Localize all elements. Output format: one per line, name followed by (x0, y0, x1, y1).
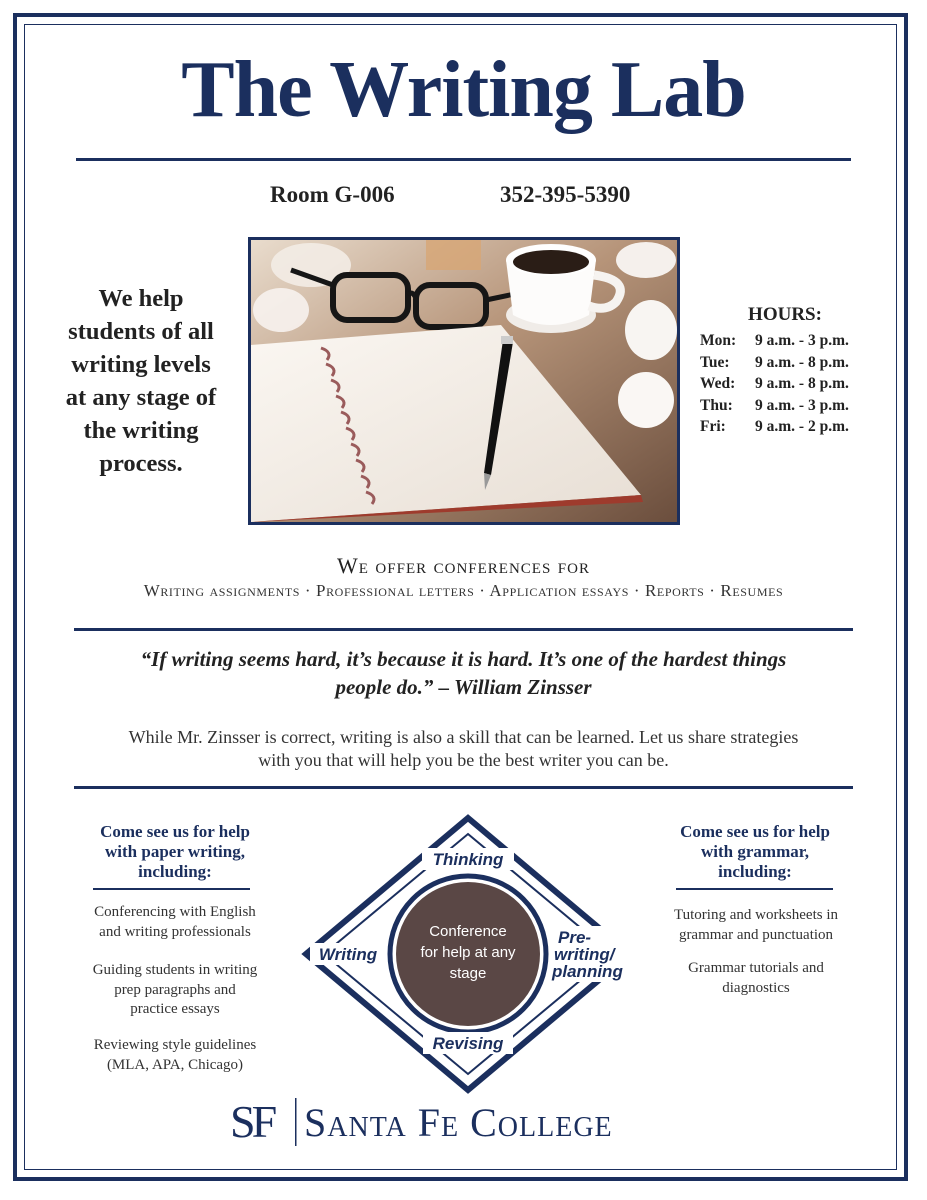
center-text: Conference (429, 923, 507, 940)
cycle-label-bottom: Revising (432, 1034, 504, 1053)
paper-help-item (60, 1036, 290, 1075)
cycle-label-right: Pre- (558, 928, 592, 947)
page-title: The Writing Lab (181, 46, 746, 134)
quote-line: people do.” – William Zinsser (335, 675, 592, 699)
title-divider (76, 158, 851, 161)
hours-time: 9 a.m. - 8 p.m. (755, 375, 849, 392)
hours-row (700, 352, 870, 374)
heading-line: Come see us for help (680, 822, 830, 841)
hours-day: Tue: (700, 353, 730, 371)
hours-time: 9 a.m. - 3 p.m. (755, 332, 849, 349)
paper-help-item (60, 961, 290, 1020)
cycle-label-right: planning (552, 962, 623, 981)
offer-list: Writing assignments · Professional letters · Application essays · Reports · Resumes (143, 581, 784, 600)
hours-row (700, 395, 870, 417)
item-line: Grammar tutorials and (688, 960, 824, 976)
heading-line: with grammar, (701, 842, 809, 861)
hours-row (700, 416, 870, 438)
hours-row (700, 373, 870, 395)
item-line: prep paragraphs and (114, 981, 236, 998)
desk-photo (248, 237, 680, 525)
sf-monogram: SF (230, 1096, 274, 1147)
hours-time: 9 a.m. - 2 p.m. (755, 418, 849, 435)
writing-cycle-diagram (300, 812, 640, 1094)
item-line: Conferencing with English (94, 904, 256, 920)
hours-day: Fri: (700, 418, 726, 435)
tagline-line: at any stage of (65, 384, 217, 411)
grammar-help-item (638, 906, 874, 945)
item-line: Tutoring and worksheets in (673, 907, 839, 923)
tagline-line: process. (99, 450, 183, 477)
item-line: diagnostics (722, 979, 790, 996)
zinsser-note (70, 726, 857, 772)
item-line: (MLA, APA, Chicago) (106, 1056, 244, 1073)
college-logo (224, 1092, 714, 1152)
tagline-line: We help (98, 285, 184, 312)
logo-divider (295, 1098, 297, 1146)
paper-help-heading (70, 822, 280, 882)
item-line: Reviewing style guidelines (93, 1037, 257, 1053)
cycle-label-right: writing/ (554, 945, 615, 964)
item-line: and writing professionals (99, 923, 251, 940)
tagline (50, 282, 232, 480)
heading-line: including: (138, 862, 212, 881)
hours-title: HOURS: (748, 304, 822, 325)
phone-number: 352-395-5390 (500, 182, 631, 207)
desk-illustration (251, 240, 677, 522)
tagline-line: the writing (83, 417, 199, 444)
grammar-help-underline (676, 888, 833, 890)
cycle-label-top: Thinking (432, 850, 504, 869)
cycle-label-left: Writing (318, 945, 378, 964)
center-text: stage (449, 965, 487, 982)
item-line: practice essays (130, 1001, 220, 1017)
hours-block (700, 304, 870, 438)
paper-help-item (60, 903, 290, 942)
hours-day: Wed: (700, 375, 736, 392)
quote (100, 645, 827, 701)
offer-heading: We offer conferences for (337, 553, 590, 578)
section-divider (74, 628, 853, 631)
center-text: for help at any (420, 944, 516, 961)
grammar-help-item (638, 959, 874, 998)
grammar-help-heading (650, 822, 860, 882)
heading-line: including: (718, 862, 792, 881)
hours-time: 9 a.m. - 8 p.m. (755, 353, 849, 371)
note-line: with you that will help you be the best writer you can be. (258, 750, 669, 770)
hours-time: 9 a.m. - 3 p.m. (755, 396, 849, 414)
hours-row (700, 330, 870, 352)
room-number: Room G-006 (270, 182, 395, 207)
item-line: grammar and punctuation (678, 926, 834, 943)
hours-day: Thu: (700, 396, 733, 414)
heading-line: with paper writing, (105, 842, 245, 861)
college-name: Santa Fe College (304, 1100, 613, 1145)
item-line: Guiding students in writing (92, 962, 258, 978)
note-line: While Mr. Zinsser is correct, writing is also a skill that can be learned. Let us share strategies (128, 727, 799, 747)
paper-help-underline (93, 888, 250, 890)
section-divider (74, 786, 853, 789)
hours-day: Mon: (700, 332, 737, 349)
quote-line: “If writing seems hard, it’s because it is hard. It’s one of the hardest things (140, 647, 787, 671)
heading-line: Come see us for help (100, 822, 250, 841)
tagline-line: writing levels (71, 351, 211, 378)
tagline-line: students of all (68, 318, 214, 345)
